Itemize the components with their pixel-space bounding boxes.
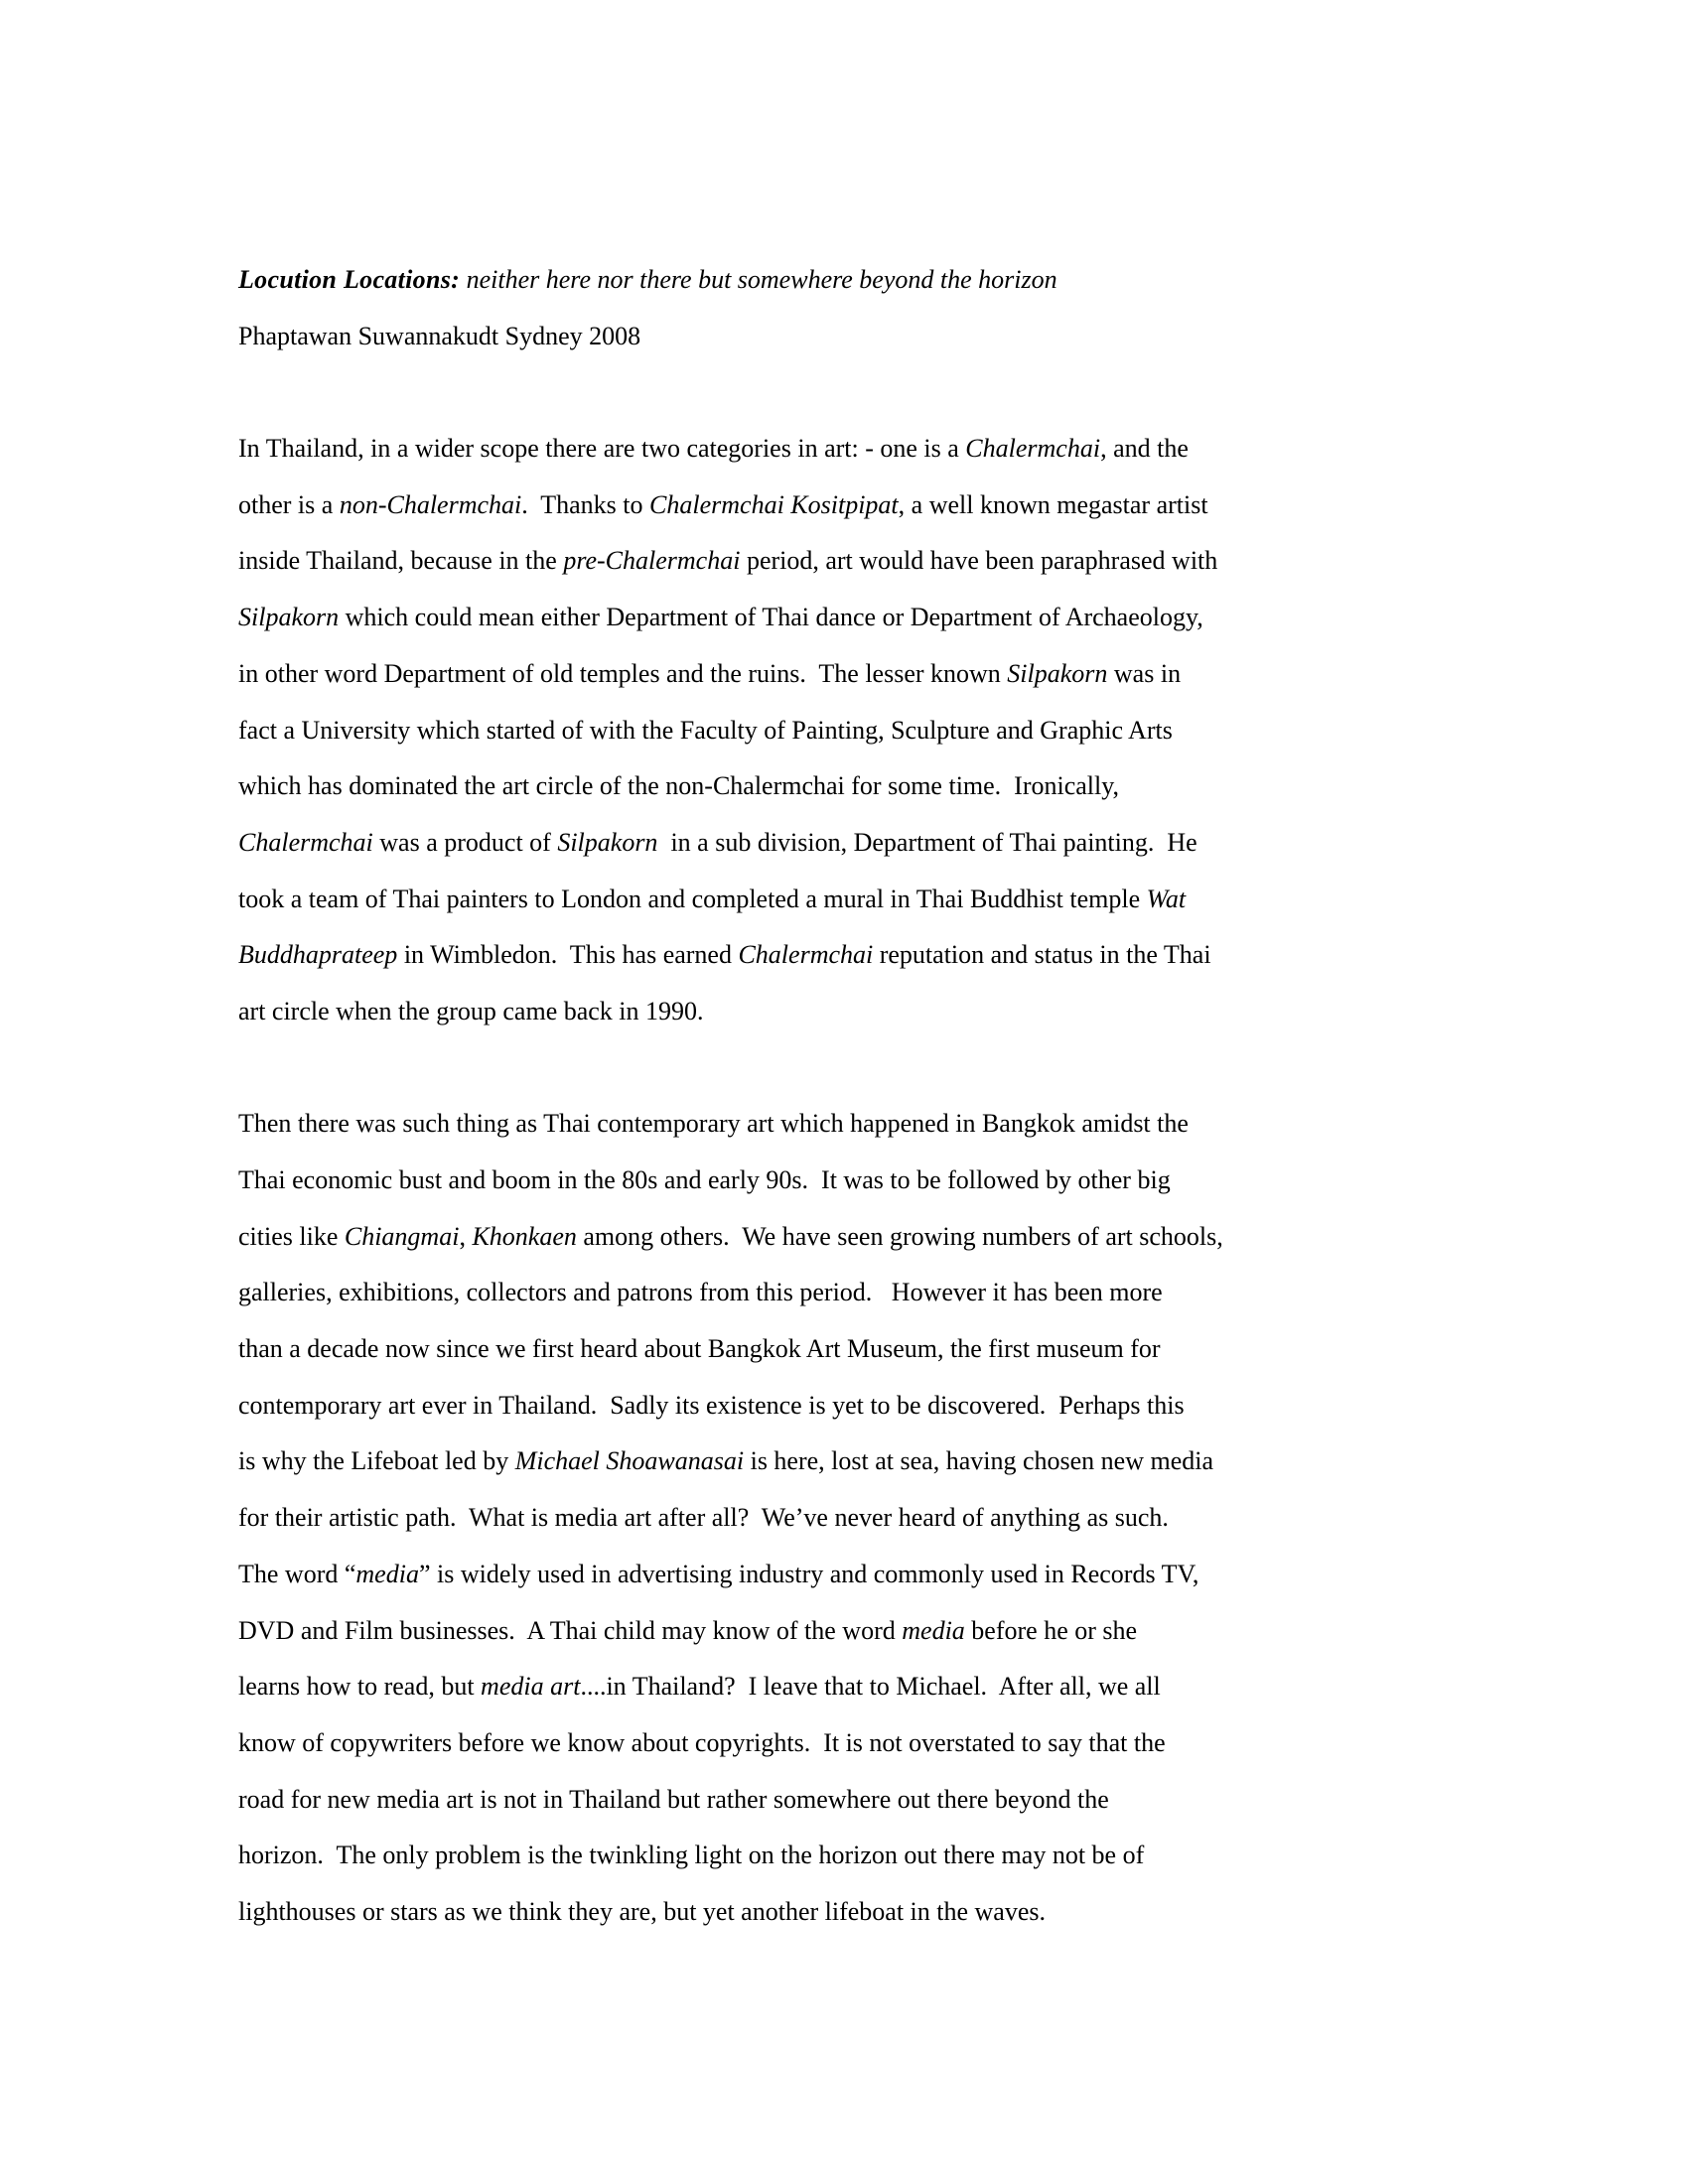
- text-run: period, art would have been paraphrased with: [740, 546, 1218, 576]
- text-run: Khonkaen: [472, 1221, 577, 1251]
- text-line: [238, 815, 1445, 872]
- text-line: [238, 1603, 1445, 1660]
- text-line: [238, 927, 1445, 984]
- text-run: Silpakorn: [238, 603, 340, 632]
- text-line: [238, 421, 1445, 478]
- text-run: inside Thailand, because in the: [238, 546, 564, 576]
- text-line: [238, 872, 1445, 928]
- text-line: [238, 533, 1445, 590]
- text-run: fact a University which started of with the Faculty of Painting, Sculpture and Graphic Arts: [238, 715, 1173, 745]
- text-run: for their artistic path. What is media art after all? We’ve never heard of anything as such.: [238, 1503, 1169, 1533]
- document-body: [238, 252, 1445, 1941]
- text-run: Then there was such thing as Thai contemporary art which happened in Bangkok amidst the: [238, 1109, 1189, 1139]
- text-run: which could mean either Department of Thai dance or Department of Archaeology,: [339, 603, 1203, 632]
- text-line: [238, 1321, 1445, 1378]
- text-run: Chiangmai: [344, 1221, 460, 1251]
- text-run: reputation and status in the Thai: [873, 940, 1211, 970]
- text-line: [238, 478, 1445, 534]
- text-run: . Thanks to: [521, 489, 650, 519]
- text-line: [238, 758, 1445, 815]
- text-run: Phaptawan Suwannakudt Sydney 2008: [238, 321, 641, 350]
- text-run: Locution Locations:: [238, 265, 461, 294]
- text-run: ” is widely used in advertising industry and commonly used in Records TV,: [418, 1559, 1199, 1588]
- text-run: DVD and Film businesses. A Thai child may know of the word: [238, 1615, 903, 1645]
- text-run: Buddhaprateep: [238, 940, 398, 970]
- text-line: [238, 1547, 1445, 1603]
- text-run: contemporary art ever in Thailand. Sadly its existence is yet to be discovered. Perhaps this: [238, 1390, 1185, 1420]
- text-run: pre-Chalermchai: [563, 546, 741, 576]
- text-run: than a decade now since we first heard about Bangkok Art Museum, the first museum for: [238, 1334, 1161, 1364]
- text-run: in a sub division, Department of Thai painting. He: [657, 827, 1197, 857]
- text-line: [238, 703, 1445, 759]
- text-run: non-Chalermchai: [339, 489, 522, 519]
- text-run: , and the: [1100, 434, 1189, 464]
- text-run: is why the Lifeboat led by: [238, 1446, 515, 1476]
- text-line: [238, 1378, 1445, 1434]
- text-line: [238, 984, 1445, 1040]
- text-run: lighthouses or stars as we think they are, but yet another lifeboat in the waves.: [238, 1896, 1047, 1926]
- text-run: Chalermchai: [965, 434, 1101, 464]
- text-line: [238, 1265, 1445, 1321]
- text-run: Chalermchai Kositpipat: [649, 489, 899, 519]
- text-run: media: [902, 1615, 965, 1645]
- text-run: before he or she: [964, 1615, 1138, 1645]
- text-run: media: [355, 1559, 419, 1588]
- text-run: which has dominated the art circle of the non-Chalermchai for some time. Ironically,: [238, 771, 1120, 801]
- text-line: [238, 1433, 1445, 1490]
- text-run: In Thailand, in a wider scope there are two categories in art: - one is a: [238, 434, 966, 464]
- text-run: art circle when the group came back in 1990.: [238, 996, 704, 1025]
- text-run: cities like: [238, 1221, 345, 1251]
- text-run: Thai economic bust and boom in the 80s and early 90s. It was to be followed by other big: [238, 1165, 1171, 1194]
- text-run: in other word Department of old temples and the ruins. The lesser known: [238, 658, 1008, 688]
- text-run: took a team of Thai painters to London and completed a mural in Thai Buddhist temple: [238, 884, 1147, 913]
- text-run: was in: [1107, 658, 1182, 688]
- text-run: Wat: [1146, 884, 1187, 913]
- text-line: [238, 646, 1445, 703]
- text-run: among others. We have seen growing numbers of art schools,: [576, 1221, 1223, 1251]
- text-run: learns how to read, but: [238, 1672, 482, 1702]
- header: [238, 252, 1445, 364]
- text-run: know of copywriters before we know about copyrights. It is not overstated to say that the: [238, 1727, 1166, 1757]
- text-line: [238, 1715, 1445, 1772]
- paragraph-2: [238, 1096, 1445, 1940]
- text-run: was a product of: [372, 827, 558, 857]
- text-run: , a well known megastar artist: [898, 489, 1208, 519]
- text-line: [238, 1153, 1445, 1209]
- text-line: [238, 1659, 1445, 1715]
- text-line: [238, 1828, 1445, 1884]
- text-run: Michael Shoawanasai: [514, 1446, 745, 1476]
- text-line: [238, 1884, 1445, 1941]
- text-line: [238, 1096, 1445, 1153]
- text-line: [238, 1490, 1445, 1547]
- byline: [238, 309, 1445, 365]
- document-title: [238, 252, 1445, 309]
- text-run: galleries, exhibitions, collectors and patrons from this period. However it has been more: [238, 1278, 1163, 1307]
- text-run: in Wimbledon. This has earned: [397, 940, 739, 970]
- text-run: media art: [481, 1672, 581, 1702]
- text-run: neither here nor there but somewhere beyond the horizon: [460, 265, 1057, 294]
- text-line: [238, 1209, 1445, 1266]
- text-run: Chalermchai: [738, 940, 874, 970]
- text-run: road for new media art is not in Thailand but rather somewhere out there beyond the: [238, 1784, 1109, 1814]
- text-run: horizon. The only problem is the twinkling light on the horizon out there may not be of: [238, 1841, 1145, 1870]
- text-run: ,: [459, 1221, 473, 1251]
- text-run: The word “: [238, 1559, 356, 1588]
- text-run: is here, lost at sea, having chosen new media: [744, 1446, 1214, 1476]
- text-line: [238, 1772, 1445, 1829]
- text-run: Silpakorn: [557, 827, 658, 857]
- paragraph-1: [238, 421, 1445, 1040]
- text-run: other is a: [238, 489, 340, 519]
- text-run: Chalermchai: [238, 827, 373, 857]
- text-line: [238, 590, 1445, 646]
- text-run: Silpakorn: [1007, 658, 1108, 688]
- text-run: ....in Thailand? I leave that to Michael. After all, we all: [580, 1672, 1161, 1702]
